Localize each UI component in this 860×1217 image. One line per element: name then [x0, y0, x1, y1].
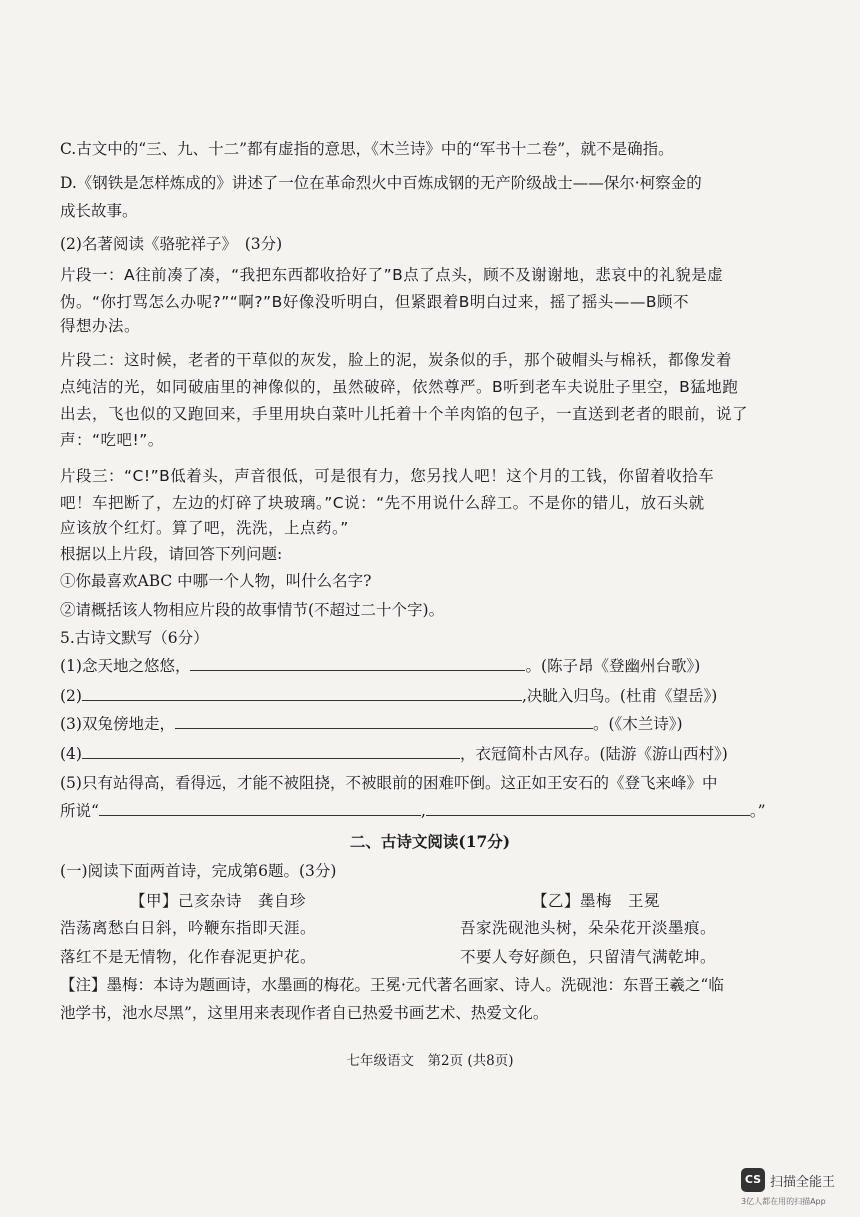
recite-2-prefix: (2)	[60, 687, 82, 705]
recite-4	[60, 742, 728, 764]
recite-5-line2	[60, 799, 766, 821]
fragment3-line1: 片段三：“C!”B低着头，声音很低，可是很有力，您另找人吧！这个月的工钱，你留着收拾车	[60, 467, 715, 485]
option-d-line2: 成长故事。	[60, 202, 138, 220]
recite-4-prefix: (4)	[60, 745, 82, 763]
recite-5-comma: ,	[420, 802, 426, 820]
recite-5-close: 。”	[749, 802, 766, 820]
fragment3-line3: 应该放个红灯。算了吧，洗洗，上点药。”	[60, 519, 349, 537]
recite-2-suffix: ,决眦入归鸟。(杜甫《望岳》)	[521, 687, 718, 705]
recite-4-blank[interactable]	[82, 744, 460, 759]
page-footer: 七年级语文 第2页 (共8页)	[346, 1053, 514, 1069]
watermark-brand: 扫描全能王	[770, 1175, 836, 1190]
fragment2-line4: 声：“吃吧!”。	[60, 431, 164, 449]
question-2-title: (2)名著阅读《骆驼祥子》 (3分)	[60, 235, 283, 253]
poem-b-line2: 不要人夸好颜色，只留清气满乾坤。	[460, 948, 717, 966]
fragment2-line1: 片段二：这时候，老者的干草似的灰发，脸上的泥，炭条似的手，那个破帽头与棉袄，都像发着	[60, 351, 733, 369]
recite-5-line1: (5)只有站得高，看得远，才能不被阻挠，不被眼前的困难吓倒。这正如王安石的《登飞来峰》中	[60, 774, 718, 792]
recite-5-open-quote: 所说“	[60, 802, 99, 820]
recite-5-blank-2[interactable]	[426, 801, 750, 816]
sub-question-2: ②请概括该人物相应片段的故事情节(不超过二十个字)。	[60, 601, 445, 619]
recite-3-blank[interactable]	[175, 714, 593, 729]
option-c: C.古文中的“三、九、十二”都有虚指的意思，《木兰诗》中的“军书十二卷”，就不是确指。	[60, 140, 674, 158]
recite-2-blank[interactable]	[82, 686, 522, 701]
recite-4-suffix: ，衣冠简朴古风存。(陆游《游山西村》)	[459, 745, 728, 763]
recite-1	[60, 654, 700, 676]
fragment3-line2: 吧！车把断了，左边的灯碎了块玻璃。”C说：“先不用说什么辞工。不是你的错儿，放石头就	[60, 494, 705, 512]
poem-b-line1: 吾家洗砚池头树，朵朵花开淡墨痕。	[460, 919, 717, 937]
watermark-tagline: 3亿人都在用的扫描App	[741, 1197, 826, 1206]
fragment2-line3: 出去，飞也似的又跑回来，手里用块白菜叶儿托着十个羊肉馅的包子，一直送到老者的眼前，说了	[60, 405, 749, 423]
recite-3	[60, 712, 683, 734]
recite-1-blank[interactable]	[190, 656, 525, 671]
note-line1: 【注】墨梅：本诗为题画诗，水墨画的梅花。王冕·元代著名画家、诗人。洗砚池：东晋王羲之“临	[60, 976, 724, 994]
note-line2: 池学书，池水尽黑”，这里用来表现作者自已热爱书画艺术、热爱文化。	[60, 1004, 549, 1022]
question-5-title: 5.古诗文默写（6分）	[60, 629, 209, 647]
fragment1-line3: 得想办法。	[60, 317, 141, 335]
recite-5-blank-1[interactable]	[99, 801, 421, 816]
recite-3-prefix: (3)双兔傍地走，	[60, 715, 175, 733]
recite-1-prefix: (1)念天地之悠悠，	[60, 657, 191, 675]
camscanner-logo-icon: CS	[741, 1168, 765, 1192]
fragment2-line2: 点纯洁的光，如同破庙里的神像似的，虽然破碎，依然尊严。B听到老车夫说肚子里空，B猛地跑	[60, 378, 739, 396]
fragment1-line2: 伪。“你打骂怎么办呢?”“啊?”B好像没听明白，但紧跟着B明白过来，摇了摇头——B顾不	[60, 293, 689, 311]
fragment1-line1: 片段一：A往前凑了凑，“我把东西都收拾好了”B点了点头，顾不及谢谢地，悲哀中的礼貌是虚	[60, 266, 724, 284]
questions-intro: 根据以上片段，请回答下列问题:	[60, 545, 283, 563]
option-d-line1: D.《钢铁是怎样炼成的》讲述了一位在革命烈火中百炼成钢的无产阶级战士——保尔·柯察金的	[60, 174, 702, 192]
recite-2	[60, 684, 717, 706]
section-2-title: 二、古诗文阅读(17分)	[349, 832, 511, 851]
recite-3-suffix: 。(《木兰诗》)	[592, 715, 683, 733]
section-2-instruction: (一)阅读下面两首诗，完成第6题。(3分)	[60, 862, 337, 880]
poem-a-line2: 落红不是无情物，化作春泥更护花。	[60, 948, 317, 966]
poem-a-line1: 浩荡离愁白日斜，吟鞭东指即天涯。	[60, 919, 317, 937]
sub-question-1: ①你最喜欢ABC 中哪一个人物，叫什么名字?	[60, 572, 372, 590]
poem-a-title: 【甲】己亥杂诗 龚自珍	[130, 892, 307, 910]
recite-1-suffix: 。(陈子昂《登幽州台歌》)	[525, 657, 701, 675]
poem-b-title: 【乙】墨梅 王冕	[532, 892, 661, 910]
